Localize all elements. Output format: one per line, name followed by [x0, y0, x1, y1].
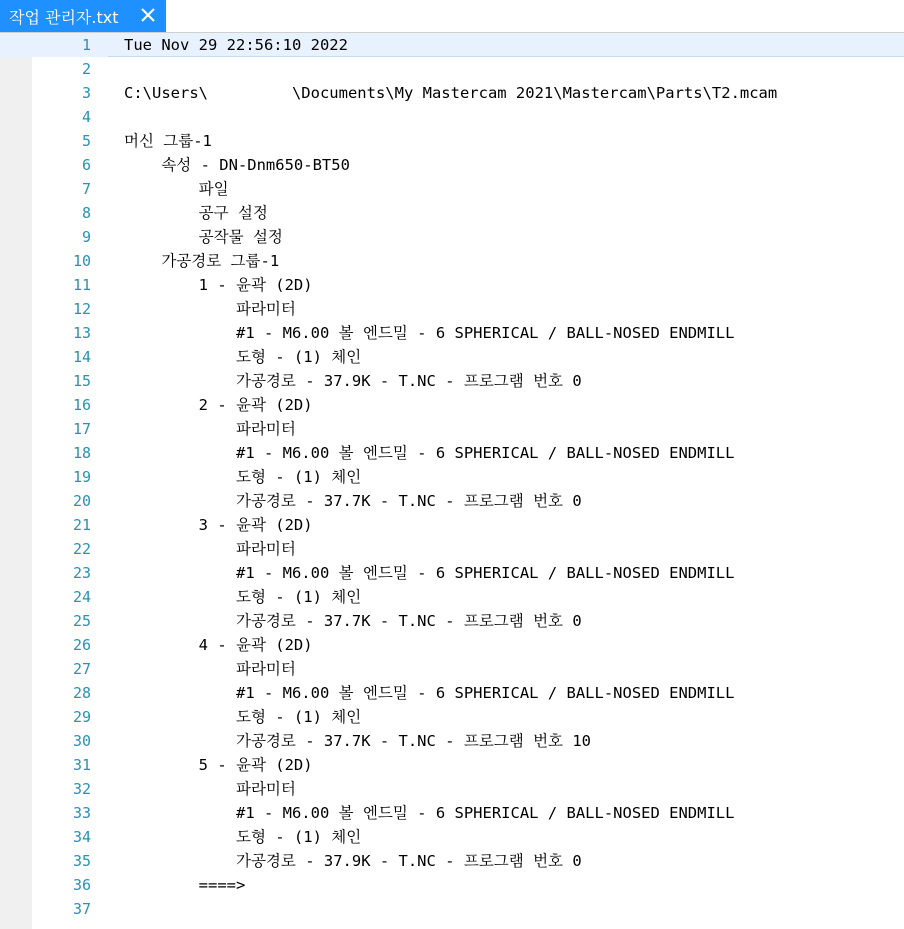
line-number: 5 [81, 132, 91, 150]
line-number: 20 [72, 492, 91, 510]
line-text[interactable]: 파라미터 [124, 780, 296, 798]
editor-line[interactable] [0, 273, 904, 297]
line-number: 23 [72, 564, 91, 582]
line-number: 19 [72, 468, 91, 486]
line-text[interactable]: 도형 - (1) 체인 [124, 708, 362, 726]
editor-line[interactable] [0, 897, 904, 921]
line-text[interactable]: 머신 그룹-1 [124, 132, 212, 150]
line-text[interactable]: 파일 [124, 180, 229, 198]
close-icon[interactable] [139, 6, 157, 24]
editor-line[interactable] [0, 609, 904, 633]
line-text[interactable]: 3 - 윤곽 (2D) [124, 516, 313, 534]
editor-line[interactable] [0, 369, 904, 393]
line-number: 16 [72, 396, 91, 414]
editor-line[interactable] [0, 705, 904, 729]
editor-content[interactable] [0, 33, 904, 921]
editor-line[interactable] [0, 225, 904, 249]
line-text[interactable]: #1 - M6.00 볼 엔드밀 - 6 SPHERICAL / BALL-NOSED ENDMILL [124, 324, 735, 342]
line-number: 3 [81, 84, 91, 102]
line-text[interactable]: 파라미터 [124, 660, 296, 678]
editor-line[interactable] [0, 57, 904, 81]
line-text[interactable]: 5 - 윤곽 (2D) [124, 756, 313, 774]
editor-line[interactable] [0, 249, 904, 273]
editor-line[interactable] [0, 489, 904, 513]
line-number: 24 [72, 588, 91, 606]
editor-line[interactable] [0, 681, 904, 705]
line-number: 30 [72, 732, 91, 750]
line-number: 10 [72, 252, 91, 270]
editor-line[interactable] [0, 849, 904, 873]
line-number: 14 [72, 348, 91, 366]
line-text[interactable]: Tue Nov 29 22:56:10 2022 [124, 36, 348, 54]
line-number: 31 [72, 756, 91, 774]
line-text[interactable]: #1 - M6.00 볼 엔드밀 - 6 SPHERICAL / BALL-NOSED ENDMILL [124, 804, 735, 822]
line-text[interactable]: 파라미터 [124, 540, 296, 558]
line-text[interactable]: 가공경로 그룹-1 [124, 252, 280, 270]
line-number: 2 [81, 60, 91, 78]
line-text[interactable]: 도형 - (1) 체인 [124, 348, 362, 366]
editor-line[interactable] [0, 33, 904, 57]
line-text[interactable]: 도형 - (1) 체인 [124, 828, 362, 846]
line-number: 11 [72, 276, 91, 294]
editor-line[interactable] [0, 441, 904, 465]
line-number: 12 [72, 300, 91, 318]
line-number: 25 [72, 612, 91, 630]
tab-file[interactable] [0, 0, 166, 32]
line-number: 8 [81, 204, 91, 222]
editor-line[interactable] [0, 177, 904, 201]
editor-line[interactable] [0, 81, 904, 105]
line-text[interactable]: 파라미터 [124, 420, 296, 438]
editor-line[interactable] [0, 153, 904, 177]
line-text[interactable]: 도형 - (1) 체인 [124, 588, 362, 606]
line-text[interactable]: 공구 설정 [124, 204, 268, 222]
line-text[interactable]: 4 - 윤곽 (2D) [124, 636, 313, 654]
editor-line[interactable] [0, 801, 904, 825]
line-text[interactable]: C:\Users\ \Documents\My Mastercam 2021\Mastercam\Parts\T2.mcam [124, 84, 778, 102]
editor-line[interactable] [0, 513, 904, 537]
line-text[interactable]: 가공경로 - 37.7K - T.NC - 프로그램 번호 10 [124, 732, 592, 750]
editor-line[interactable] [0, 825, 904, 849]
line-text[interactable]: 파라미터 [124, 300, 296, 318]
editor-line[interactable] [0, 729, 904, 753]
editor-line[interactable] [0, 753, 904, 777]
line-text[interactable]: 1 - 윤곽 (2D) [124, 276, 313, 294]
editor-line[interactable] [0, 465, 904, 489]
line-text[interactable]: 2 - 윤곽 (2D) [124, 396, 313, 414]
editor-line[interactable] [0, 873, 904, 897]
line-number: 32 [72, 780, 91, 798]
line-number: 6 [81, 156, 91, 174]
line-number: 22 [72, 540, 91, 558]
line-number: 7 [81, 180, 91, 198]
line-text[interactable]: 가공경로 - 37.7K - T.NC - 프로그램 번호 0 [124, 492, 582, 510]
line-number: 13 [72, 324, 91, 342]
editor-line[interactable] [0, 417, 904, 441]
line-number: 29 [72, 708, 91, 726]
line-number: 33 [72, 804, 91, 822]
line-number: 15 [72, 372, 91, 390]
line-text[interactable]: 가공경로 - 37.7K - T.NC - 프로그램 번호 0 [124, 612, 582, 630]
line-text[interactable]: 공작물 설정 [124, 228, 283, 246]
line-number: 18 [72, 444, 91, 462]
editor-line[interactable] [0, 585, 904, 609]
line-text[interactable]: #1 - M6.00 볼 엔드밀 - 6 SPHERICAL / BALL-NOSED ENDMILL [124, 564, 735, 582]
text-editor[interactable] [0, 33, 904, 929]
line-text[interactable]: 속성 - DN-Dnm650-BT50 [124, 156, 350, 174]
editor-line[interactable] [0, 345, 904, 369]
line-number: 4 [81, 108, 91, 126]
line-number: 34 [72, 828, 91, 846]
editor-line[interactable] [0, 393, 904, 417]
line-number: 36 [72, 876, 91, 894]
editor-line[interactable] [0, 633, 904, 657]
line-number: 9 [81, 228, 91, 246]
editor-line[interactable] [0, 777, 904, 801]
editor-line[interactable] [0, 105, 904, 129]
editor-line[interactable] [0, 537, 904, 561]
editor-line[interactable] [0, 657, 904, 681]
line-number: 37 [72, 900, 91, 918]
line-number: 35 [72, 852, 91, 870]
editor-line[interactable] [0, 129, 904, 153]
line-number: 21 [72, 516, 91, 534]
line-text[interactable]: ====> [124, 876, 246, 894]
line-number: 17 [72, 420, 91, 438]
line-number: 1 [81, 36, 91, 54]
line-text[interactable]: #1 - M6.00 볼 엔드밀 - 6 SPHERICAL / BALL-NOSED ENDMILL [124, 444, 735, 462]
editor-line[interactable] [0, 201, 904, 225]
line-number: 27 [72, 660, 91, 678]
line-number: 28 [72, 684, 91, 702]
line-text[interactable]: 가공경로 - 37.9K - T.NC - 프로그램 번호 0 [124, 372, 582, 390]
tab-bar [0, 0, 904, 33]
line-number: 26 [72, 636, 91, 654]
line-text[interactable]: 가공경로 - 37.9K - T.NC - 프로그램 번호 0 [124, 852, 582, 870]
editor-line[interactable] [0, 321, 904, 345]
editor-line[interactable] [0, 561, 904, 585]
line-text[interactable]: #1 - M6.00 볼 엔드밀 - 6 SPHERICAL / BALL-NOSED ENDMILL [124, 684, 735, 702]
line-text[interactable]: 도형 - (1) 체인 [124, 468, 362, 486]
tab-title: 작업 관리자.txt [9, 7, 119, 27]
editor-line[interactable] [0, 297, 904, 321]
